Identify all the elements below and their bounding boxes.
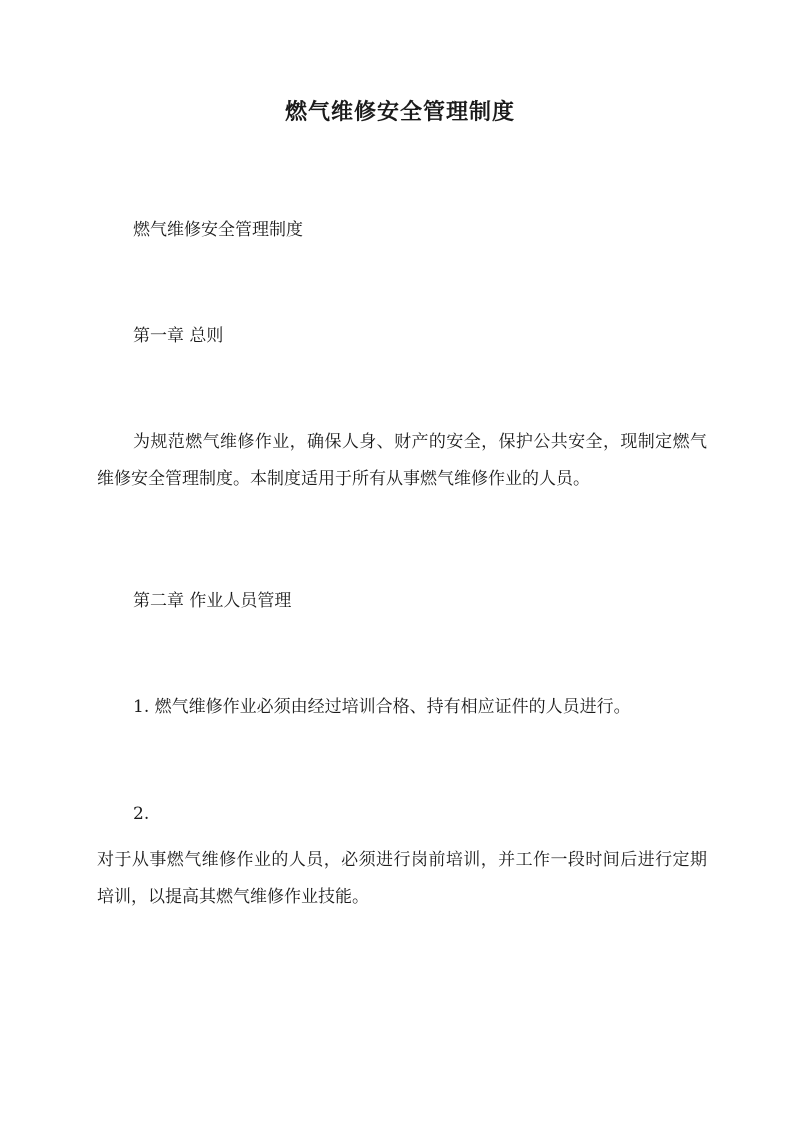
document-title: 燃气维修安全管理制度: [284, 99, 515, 125]
document-subtitle: 燃气维修安全管理制度: [133, 220, 303, 240]
chapter-2-item-2-text: 对于从事燃气维修作业的人员，必须进行岗前培训，并工作一段时间后进行定期培训，以提高其燃气维修作业技能。: [97, 850, 707, 907]
chapter-1-paragraph: 为规范燃气维修作业，确保人身、财产的安全，保护公共安全，现制定燃气维修安全管理制度。本制度适用于所有从事燃气维修作业的人员。: [97, 432, 707, 489]
chapter-1-heading: 第一章 总则: [133, 326, 224, 346]
chapter-2-item-2-number: 2.: [133, 804, 150, 824]
chapter-2-heading: 第二章 作业人员管理: [133, 591, 292, 611]
chapter-2-item-1: 1. 燃气维修作业必须由经过培训合格、持有相应证件的人员进行。: [133, 697, 631, 717]
